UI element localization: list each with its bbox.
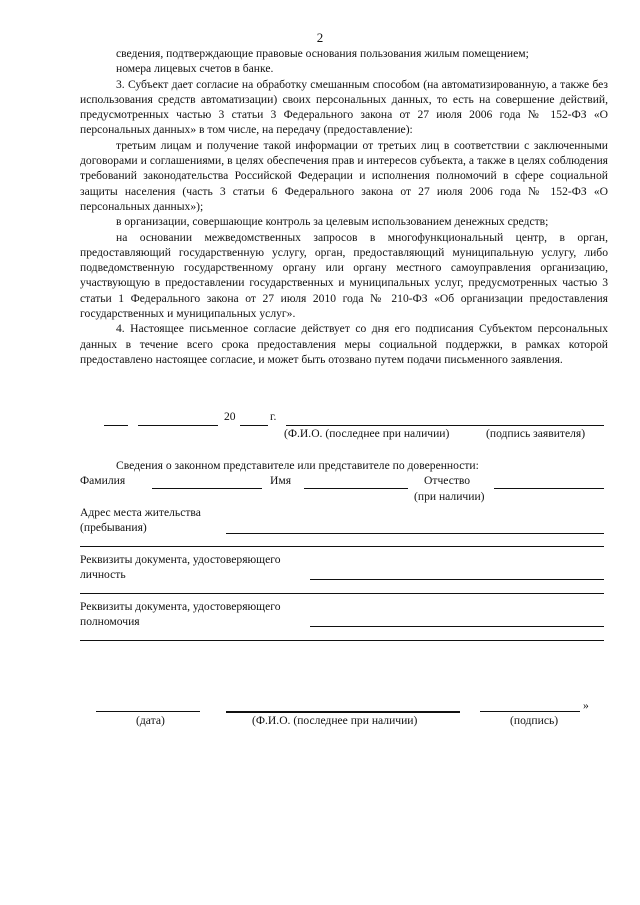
id-doc-label: Реквизиты документа, удостоверяющего личность [80,553,281,581]
auth-doc-label: Реквизиты документа, удостоверяющего полномочия [80,600,281,628]
auth-doc-line-2[interactable] [80,640,604,641]
representative-sign-line[interactable] [480,711,580,712]
surname-label: Фамилия [80,474,126,487]
id-doc-line-1[interactable] [310,579,604,580]
auth-doc-line-1[interactable] [310,626,604,627]
address-line-1[interactable] [226,533,604,534]
consent-text [80,46,608,367]
paragraph-bank-accounts: номера лицевых счетов в банке. [116,62,274,76]
year-line[interactable] [240,425,268,426]
paragraph-control-organizations: в организации, совершающие контроль за целевым использованием денежных средств; [116,215,549,229]
paragraph-validity: 4. Настоящее письменное согласие действует со дня его подписания Субъектом персональных данных в течение всего срока предоставления меры социальной поддержки, в рамках которой предоставлено настоящее согласие, и может быть отозвано путем подачи письменного заявления. [80,322,608,366]
representative-fio-line[interactable] [226,711,460,713]
representative-sign-caption: (подпись) [510,714,559,727]
paragraph-consent-processing: 3. Субъект дает согласие на обработку смешанным способом (на автоматизированную, а также без использования средств автоматизации) своих персональных данных, то есть на совершение действий, предусмотренных частью 3 статьи 3 Федерального закона от 27 июля 2006 года № 152-ФЗ «О персональных данных» в том числе, на передачу (предоставление): [80,77,608,137]
month-line[interactable] [138,425,218,426]
closing-quote: » [583,699,589,712]
representative-heading: Сведения о законном представителе или представителе по доверенности: [116,459,479,472]
paragraph-rights-info: сведения, подтверждающие правовые основания пользования жилым помещением; [116,47,529,60]
address-label: Адрес места жительства (пребывания) [80,506,201,534]
patronymic-line[interactable] [494,488,604,489]
fio-caption: (Ф.И.О. (последнее при наличии) [284,427,450,440]
applicant-sign-caption: (подпись заявителя) [486,427,586,440]
date-line[interactable] [96,711,200,712]
patronymic-label: Отчество [424,474,471,487]
name-label: Имя [270,474,292,487]
patronymic-note: (при наличии) [414,490,485,503]
id-doc-line-2[interactable] [80,593,604,594]
address-line-2[interactable] [80,546,604,547]
paragraph-third-parties: третьим лицам и получение такой информации от третьих лиц в соответствии с заключенными договорами и соглашениями, в целях обеспечения прав и интересов субъекта, а также в целях соблюдения требований законодательства Российской Федерации и исполнения полномочий в сфере социальной защиты населения (часть 3 статьи 6 Федерального закона от 27 июля 2006 года № 152-ФЗ «О персональных данных»); [80,138,608,213]
page-number: 2 [316,30,324,45]
year-suffix: г. [270,410,277,423]
paragraph-interagency-requests: на основании межведомственных запросов в многофункциональный центр, в орган, предоставляющий государственную услугу, орган, предоставляющий муниципальную услугу, либо подведомственную государственному органу или органу местного самоуправления организацию, участвующую в предоставлении государственных и муниципальных услуг, предусмотренных частью 3 статьи 1 Федерального закона от 27 июля 2010 года № 210-ФЗ «Об организации предоставления государственных и муниципальных услуг». [80,230,608,321]
day-line[interactable] [104,425,128,426]
date-caption: (дата) [136,714,165,727]
name-line[interactable] [304,488,408,489]
surname-line[interactable] [152,488,262,489]
year-prefix: 20 [224,410,236,423]
applicant-fio-sign-line[interactable] [286,425,604,426]
representative-fio-caption: (Ф.И.О. (последнее при наличии) [252,714,418,727]
